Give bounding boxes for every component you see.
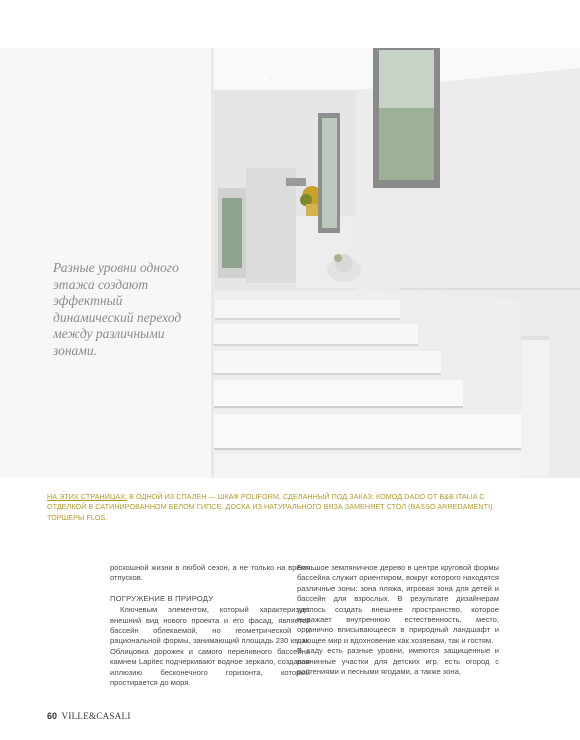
paragraph-2: В саду есть разные уровни, имеются защищенные и равнинные участки для детских игр, есть огород с растениями и лесными ягодами, а также зона, — [297, 646, 499, 677]
paragraph-body: Ключевым элементом, который характеризует внешний вид нового проекта и его фасад, является бассейн облекаемой, но геометрической и рациональной формы, занимающий площадь 230 кв. м. Облицовка дорожек и самого переливного бассейна камнем Lapitec подчеркивают водное зеркало, создавая иллюзию бесконечного горизонта, который простирается до моря. — [110, 605, 310, 688]
page-number: 60 — [47, 711, 58, 721]
photo-caption — [47, 492, 517, 523]
magazine-name: VILLE&CASALI — [61, 711, 131, 721]
section-subheading: ПОГРУЖЕНИЕ В ПРИРОДУ — [110, 593, 214, 603]
caption-text: В ОДНОЙ ИЗ СПАЛЕН — ШКАФ POLIFORM, СДЕЛАННЫЙ ПОД ЗАКАЗ; КОМОД DADO ОТ B&B ITALIA С ОТДЕЛКОЙ В САТИНИРОВАННОМ БЕЛОМ ГИПСЕ. ДОСКА ИЗ НАТУРАЛЬНОГО ВЯЗА ЗАМЕНЯЕТ СТОЛ (BASSO ARREDAMENTI). ТОРШЕРЫ FLOS. — [47, 492, 495, 522]
interior-photo — [0, 48, 580, 478]
pull-quote: Разные уровни одного этажа создают эффектный динамический переход между различными зонами. — [53, 260, 182, 358]
paragraph-1: Большое земляничное дерево в центре круговой формы бассейна служит ориентиром, вокруг которого находятся различные зоны: зона пляжа, игровая зона для детей и бассейн для взрослых. В результате дизайнерам удалось создать внешнее пространство, которое выражает внутреннюю естественность, место, органично вписывающееся в природный ландшафт и дающее мир и вдохновение как хозяевам, так и гостям. — [297, 563, 499, 645]
article-column-right — [297, 563, 499, 677]
article-column-left — [110, 563, 310, 688]
paragraph-intro: роскошной жизни в любой сезон, а не только на время отпусков. — [110, 563, 310, 583]
page-footer — [47, 711, 131, 721]
caption-lead: НА ЭТИХ СТРАНИЦАХ: — [47, 492, 128, 501]
